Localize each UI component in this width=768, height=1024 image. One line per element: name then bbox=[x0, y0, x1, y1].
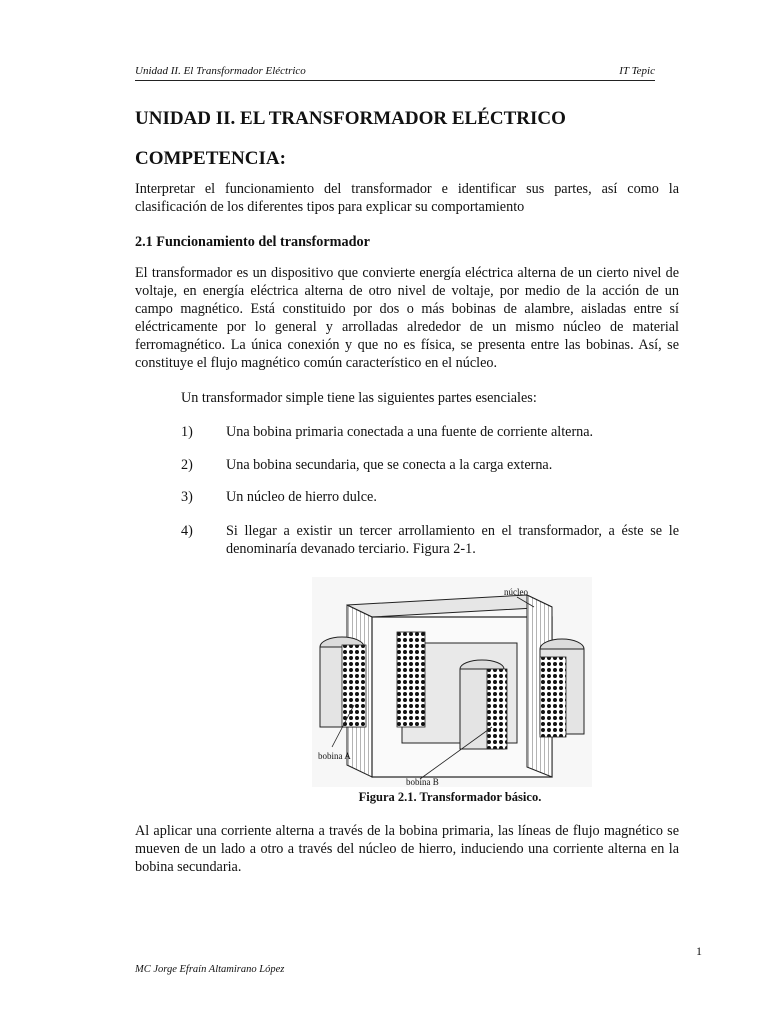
figure-caption: Figura 2.1. Transformador básico. bbox=[358, 790, 542, 804]
label-bobina-b: bobina B bbox=[406, 777, 439, 787]
list-item-number: 3) bbox=[181, 489, 193, 505]
list-intro: Un transformador simple tiene las siguientes partes esenciales: bbox=[181, 390, 537, 406]
final-paragraph: Al aplicar una corriente alterna a través de la bobina primaria, las líneas de flujo magnético se mueven de un lado a otro a través del núcleo de hierro, induciendo una corriente alterna en la bobina secundaria. bbox=[135, 823, 679, 875]
competencia-paragraph: Interpretar el funcionamiento del transformador e identificar sus partes, así como la clasificación de los diferentes tipos para explicar su comportamiento bbox=[135, 181, 679, 215]
list-item-text: Una bobina primaria conectada a una fuente de corriente alterna. bbox=[226, 424, 594, 440]
page-footer: MC Jorge Efraín Altamirano López bbox=[135, 964, 285, 975]
page-number: 1 bbox=[696, 944, 702, 958]
header-rule bbox=[135, 80, 655, 81]
header-right: IT Tepic bbox=[619, 65, 655, 77]
intro-paragraph: El transformador es un dispositivo que convierte energía eléctrica alterna de un cierto nivel de voltaje, en energía eléctrica alterna de otro nivel de voltaje, por medio de la acción de un campo magnético. Está constituido por dos o más bobinas de alambre, aisladas entre sí eléctricamente por lo general y arrolladas alrededor de un mismo núcleo de material ferromagnético. La única conexión y que no es física, se presenta entre las bobinas. Así, se constituye el flujo magnético común característico en el núcleo. bbox=[135, 265, 679, 371]
transformer-figure bbox=[312, 577, 592, 787]
list-item-number: 4) bbox=[181, 523, 193, 539]
document-title: UNIDAD II. EL TRANSFORMADOR ELÉCTRICO bbox=[135, 108, 566, 129]
transformer-illustration bbox=[312, 577, 592, 787]
header-left: Unidad II. El Transformador Eléctrico bbox=[135, 65, 306, 77]
label-nucleo: núcleo bbox=[504, 587, 528, 597]
list-item-number: 1) bbox=[181, 424, 193, 440]
label-bobina-a: bobina A bbox=[318, 751, 351, 761]
list-item-text: Un núcleo de hierro dulce. bbox=[226, 489, 377, 505]
page-header bbox=[135, 64, 655, 80]
list-item-number: 2) bbox=[181, 457, 193, 473]
list-item-text: Si llegar a existir un tercer arrollamiento en el transformador, a éste se le denominaría devanado terciario. Figura 2-1. bbox=[226, 523, 679, 557]
competencia-heading: COMPETENCIA: bbox=[135, 148, 286, 169]
section-heading: 2.1 Funcionamiento del transformador bbox=[135, 234, 370, 250]
list-item-text: Una bobina secundaria, que se conecta a la carga externa. bbox=[226, 457, 553, 473]
